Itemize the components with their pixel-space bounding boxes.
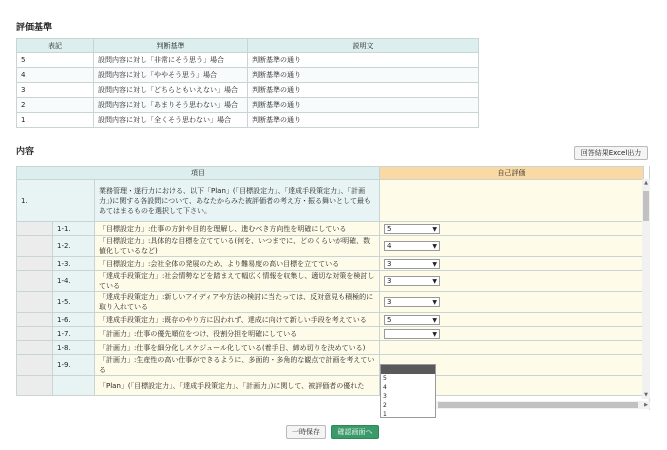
criteria-desc: 判断基準の通り	[248, 113, 479, 128]
self-evaluation-select[interactable]	[384, 276, 440, 286]
scroll-right-icon[interactable]: ▶	[644, 402, 648, 408]
header-self-evaluation: 自己評価	[380, 167, 644, 180]
item-self-evaluation-cell	[380, 313, 644, 327]
item-row	[17, 376, 644, 396]
chevron-down-icon: ▼	[432, 260, 438, 268]
item-number: 1-1.	[53, 222, 95, 236]
item-row	[17, 313, 644, 327]
header-item: 項目	[17, 167, 380, 180]
item-indent-cell	[17, 313, 53, 327]
select-value: 5	[387, 224, 392, 233]
criteria-desc: 判断基準の通り	[248, 83, 479, 98]
criteria-desc: 判断基準の通り	[248, 98, 479, 113]
chevron-down-icon: ▼	[432, 243, 438, 250]
item-indent-cell	[17, 271, 53, 292]
criteria-header-criterion: 判断基準	[94, 39, 248, 53]
category-number: 1.	[17, 180, 95, 222]
item-text: 「目標設定力」:仕事の方針や目的を理解し、進むべき方向性を明確にしている	[95, 222, 380, 236]
chevron-down-icon: ▼	[432, 316, 438, 324]
criteria-criterion: 設問内容に対し「非常にそう思う」場合	[94, 53, 248, 68]
criteria-desc: 判断基準の通り	[248, 68, 479, 83]
chevron-down-icon: ▼	[432, 278, 438, 285]
item-self-evaluation-cell	[380, 236, 644, 257]
item-number: 1-9.	[53, 355, 95, 376]
item-text: 「計画力」:仕事の優先順位をつけ、役割分担を明確にしている	[95, 327, 380, 341]
horizontal-scrollbar[interactable]	[434, 401, 650, 409]
scroll-down-icon[interactable]: ▼	[644, 392, 648, 398]
temporary-save-button[interactable]: 一時保存	[286, 425, 326, 439]
criteria-desc: 判断基準の通り	[248, 53, 479, 68]
criteria-mark: 4	[17, 68, 94, 83]
item-self-evaluation-cell	[380, 327, 644, 341]
chevron-down-icon: ▼	[432, 330, 438, 338]
chevron-down-icon: ▼	[432, 225, 438, 233]
horizontal-scroll-thumb[interactable]	[438, 402, 638, 408]
chevron-down-icon: ▼	[432, 299, 438, 306]
item-text: 「達成手段策定力」:既存のやり方に囚われず、達成に向けて新しい手段を考えている	[95, 313, 380, 327]
criteria-table	[16, 38, 479, 128]
self-evaluation-select[interactable]	[384, 297, 440, 307]
category-row	[17, 180, 644, 222]
select-value: 3	[387, 259, 392, 268]
item-number: 1-3.	[53, 257, 95, 271]
category-self-cell	[380, 180, 644, 222]
scroll-up-icon[interactable]: ▲	[644, 180, 648, 186]
criteria-mark: 5	[17, 53, 94, 68]
dropdown-option[interactable]	[381, 365, 435, 374]
item-row	[17, 222, 644, 236]
item-indent-cell	[17, 341, 53, 355]
item-self-evaluation-cell	[380, 271, 644, 292]
item-indent-cell	[17, 327, 53, 341]
criteria-mark: 2	[17, 98, 94, 113]
item-text: 「計画力」:生産性の高い仕事ができるように、多面的・多角的な観点で計画を考えている	[95, 355, 380, 376]
item-text: 「目標設定力」:会社全体の発展のため、より難易度の高い目標を立てている	[95, 257, 380, 271]
criteria-mark: 3	[17, 83, 94, 98]
content-table-container	[16, 166, 650, 410]
criteria-row	[17, 68, 479, 83]
self-evaluation-select[interactable]	[384, 224, 440, 234]
dropdown-option[interactable]: 1	[383, 411, 387, 418]
item-indent-cell	[17, 222, 53, 236]
item-row	[17, 341, 644, 355]
item-row	[17, 327, 644, 341]
content-title: 内容	[16, 147, 35, 157]
criteria-criterion: 設問内容に対し「どちらともいえない」場合	[94, 83, 248, 98]
item-row	[17, 355, 644, 376]
item-row	[17, 257, 644, 271]
item-self-evaluation-cell	[380, 222, 644, 236]
self-evaluation-select[interactable]	[384, 329, 440, 339]
dropdown-option[interactable]: 4	[383, 384, 387, 391]
item-number: 1-7.	[53, 327, 95, 341]
select-value: 3	[387, 277, 392, 285]
self-evaluation-select[interactable]	[384, 315, 440, 325]
self-evaluation-select[interactable]	[384, 241, 440, 251]
item-number	[53, 376, 95, 396]
criteria-criterion: 設問内容に対し「全くそう思わない」場合	[94, 113, 248, 128]
item-self-evaluation-cell	[380, 257, 644, 271]
item-text: 「達成手段策定力」:社会情勢などを踏まえて幅広く情報を収集し、適切な対策を検討している	[95, 271, 380, 292]
item-text: 「計画力」:仕事を細分化しスケジュール化している(着手日、締め切りを決めている)	[95, 341, 380, 355]
item-number: 1-4.	[53, 271, 95, 292]
criteria-criterion: 設問内容に対し「ややそう思う」場合	[94, 68, 248, 83]
dropdown-option[interactable]: 2	[383, 402, 387, 409]
item-row	[17, 292, 644, 313]
self-evaluation-dropdown-list[interactable]	[380, 364, 436, 418]
criteria-row	[17, 98, 479, 113]
criteria-title: 評価基準	[16, 23, 53, 33]
criteria-row	[17, 53, 479, 68]
item-row	[17, 271, 644, 292]
item-indent-cell	[17, 292, 53, 313]
item-self-evaluation-cell	[380, 292, 644, 313]
item-text: 「目標設定力」:具体的な目標を立てている(何を、いつまでに、どのくらいが明確、数値化しているなど)	[95, 236, 380, 257]
item-indent-cell	[17, 236, 53, 257]
dropdown-option[interactable]: 3	[383, 393, 387, 400]
item-number: 1-5.	[53, 292, 95, 313]
criteria-criterion: 設問内容に対し「あまりそう思わない」場合	[94, 98, 248, 113]
item-indent-cell	[17, 355, 53, 376]
select-value: 5	[387, 315, 392, 324]
item-number: 1-2.	[53, 236, 95, 257]
item-text: 「Plan」(「目標設定力」、「達成手段策定力」、「計画力」)に関して、被評価者の優れた	[95, 376, 380, 396]
item-indent-cell	[17, 376, 53, 396]
self-evaluation-select[interactable]	[384, 259, 440, 269]
criteria-row	[17, 113, 479, 128]
item-number: 1-6.	[53, 313, 95, 327]
excel-export-button[interactable]: 回答結果Excel出力	[574, 146, 648, 160]
confirm-screen-button[interactable]: 確認画面へ	[331, 425, 379, 439]
vertical-scrollbar[interactable]	[642, 179, 650, 399]
item-number: 1-8.	[53, 341, 95, 355]
content-table	[16, 166, 644, 396]
select-value: 4	[387, 242, 392, 250]
item-row	[17, 236, 644, 257]
criteria-row	[17, 83, 479, 98]
select-value: 3	[387, 298, 392, 306]
criteria-header-mark: 表記	[17, 39, 94, 53]
dropdown-option[interactable]: 5	[383, 375, 387, 382]
item-text: 「達成手段策定力」:新しいアイディアや方法の検討に当たっては、反対意見も積極的に取り入れている	[95, 292, 380, 313]
item-indent-cell	[17, 257, 53, 271]
item-self-evaluation-cell	[380, 341, 644, 355]
criteria-mark: 1	[17, 113, 94, 128]
criteria-header-desc: 説明文	[248, 39, 479, 53]
vertical-scroll-thumb[interactable]	[643, 191, 649, 221]
category-text: 業務管理・遂行力における、以下「Plan」(「目標設定力」、「達成手段策定力」、「計画力」)に関する各設問について、あなたからみた被評価者の考え方・振る舞いとして最もあてはまるものを選択して下さい。	[95, 180, 380, 222]
